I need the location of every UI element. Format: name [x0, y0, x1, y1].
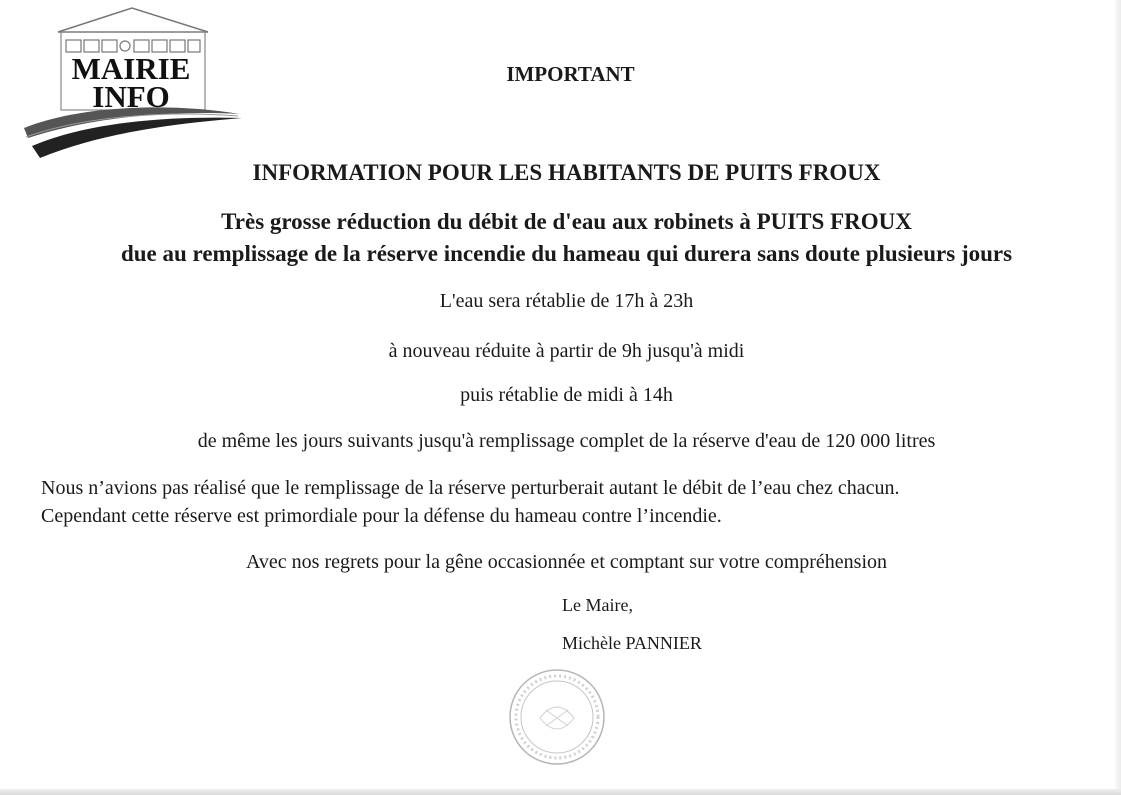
signature-role: Le Maire, [562, 595, 633, 615]
heading-important: IMPORTANT [506, 62, 635, 86]
subtitle-line-1: Très grosse réduction du débit de d'eau aux robinets à PUITS FROUX [221, 209, 912, 234]
body-restored: L'eau sera rétablie de 17h à 23h [439, 290, 694, 312]
note-line-2: Cependant cette réserve est primordiale pour la défense du hameau contre l’incendie. [41, 505, 722, 527]
body-restored-noon: puis rétablie de midi à 14h [460, 384, 673, 406]
body-following-days: de même les jours suivants jusqu'à remplissage complet de la réserve d'eau de 120 000 litres [197, 430, 936, 452]
body-reduced: à nouveau réduite à partir de 9h jusqu'à midi [388, 340, 745, 362]
page-bottom-edge [0, 789, 1121, 795]
page-right-edge [1115, 0, 1121, 795]
seal-icon [506, 666, 608, 768]
note-line-1: Nous n’avions pas réalisé que le remplissage de la réserve perturberait autant le débit de l’eau chez chacun. [41, 477, 900, 499]
signature-name: Michèle PANNIER [562, 633, 702, 653]
official-seal-stamp [506, 666, 608, 768]
body-regrets: Avec nos regrets pour la gêne occasionnée et comptant sur votre compréhension [245, 551, 888, 573]
document-title: INFORMATION POUR LES HABITANTS DE PUITS FROUX [252, 160, 881, 185]
subtitle-line-2: due au remplissage de la réserve incendie du hameau qui durera sans doute plusieurs jours [120, 241, 1013, 266]
logo-text-info: INFO [92, 79, 170, 114]
logo-text-mairie: MAIRIE [71, 51, 191, 86]
